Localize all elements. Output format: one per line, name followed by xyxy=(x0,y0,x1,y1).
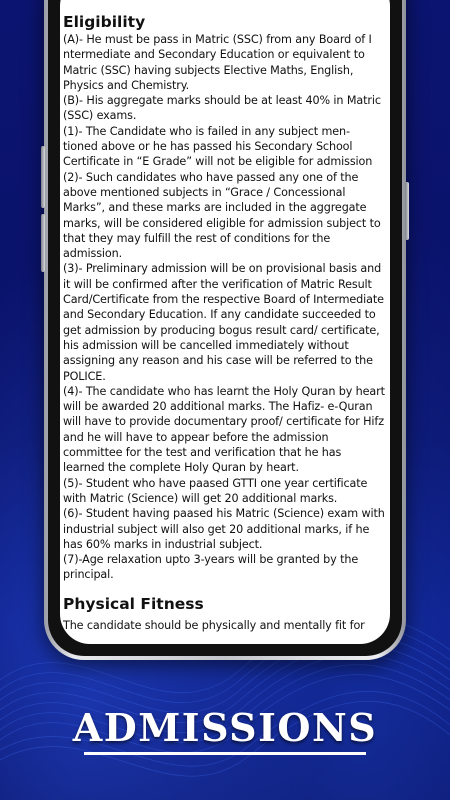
phone-power-button xyxy=(405,182,409,240)
eligibility-item-7: (7)-Age relaxation upto 3-years will be granted by the principal. xyxy=(63,553,359,582)
eligibility-item-3: (3)- Preliminary admission will be on provisional basis and it will be confirmed after the verification of Matric Result Card/Certificate from the respective Board of Intermediate and Secondary Education. If any candidate succeeded to get admission by producing bogus result card/ certificate, his admission will be cancelled immediately without assigning any reason and his case will be referred to the POLICE. xyxy=(63,262,384,383)
banner-title: ADMISSIONS xyxy=(72,705,378,750)
physical-fitness-text: The candidate should be physically and mentally fit for xyxy=(63,618,365,632)
eligibility-item-4: (4)- The candidate who has learnt the Holy Quran by heart will be awarded 20 additional marks. The Hafiz- e-Quran will have to provide documentary proof/ certificate for Hifz and he will have to appear before the admission committee for the test and verification that he has learned the complete Holy Quran by heart. xyxy=(63,384,385,475)
eligibility-item-b: (B)- His aggregate marks should be at least 40% in Matric (SSC) exams. xyxy=(63,94,381,123)
eligibility-item-1: (1)- The Candidate who is failed in any subject men- tioned above or he has passed his Secondary School Certificate in “E Grade” will not be eligible for admission xyxy=(63,124,373,169)
eligibility-item-2: (2)- Such candidates who have passed any one of the above mentioned subjects in “Grace / Concessional Marks”, and these marks are included in the aggregate marks, will be considered eligible for admission subject to that they may fulfill the rest of conditions for the admission. xyxy=(63,170,381,261)
phone-bezel xyxy=(48,0,402,656)
eligibility-item-6: (6)- Student having paased his Matric (Science) exam with industrial subject will also get 20 additional marks, if he has 60% marks in industrial subject. xyxy=(63,507,385,551)
physical-fitness-heading: Physical Fitness xyxy=(63,594,204,613)
admissions-banner xyxy=(0,704,450,764)
eligibility-heading: Eligibility xyxy=(63,13,146,31)
phone-volume-down-button xyxy=(41,214,45,272)
eligibility-item-a: (A)- He must be pass in Matric (SSC) from any Board of I ntermediate and Secondary Education or equivalent to Matric (SSC) having subjects Elective Maths, English, Physics and Chemistry. xyxy=(63,33,372,92)
phone-volume-up-button xyxy=(41,146,45,208)
phone-screen[interactable] xyxy=(60,0,390,644)
banner-underline xyxy=(84,752,366,755)
eligibility-item-5: (5)- Student who have paased GTTI one year certificate with Matric (Science) will get 20 additional marks. xyxy=(63,476,368,505)
phone-mockup xyxy=(44,0,406,660)
scrollable-content[interactable] xyxy=(63,13,386,633)
